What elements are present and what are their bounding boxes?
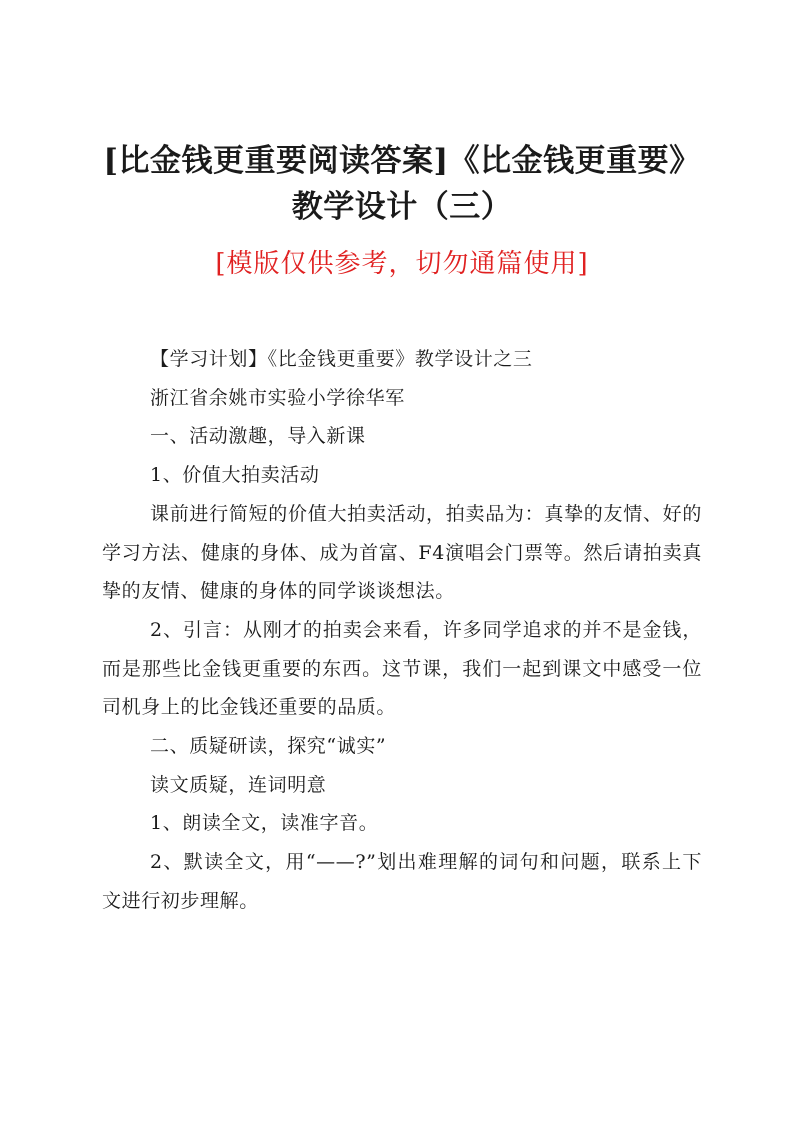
section-heading: 一、活动激趣，导入新课 [150, 425, 366, 448]
paragraph: 1、朗读全文，读准字音。 [150, 812, 379, 835]
paragraph: 读文质疑，连词明意 [150, 773, 327, 796]
document-title: [比金钱更重要阅读答案]《比金钱更重要》教学设计（三） [103, 143, 701, 225]
paragraph: 2、默读全文，用“——?”划出难理解的词句和问题，联系上下文进行初步理解。 [102, 851, 702, 912]
document-body [102, 340, 702, 921]
template-notice: [模版仅供参考，切勿通篇使用] [215, 249, 589, 279]
paragraph: 浙江省余姚市实验小学徐华军 [150, 386, 405, 409]
paragraph: 课前进行简短的价值大拍卖活动，拍卖品为：真挚的友情、好的学习方法、健康的身体、成为首富、F4演唱会门票等。然后请拍卖真挚的友情、健康的身体的同学谈谈想法。 [102, 502, 702, 603]
paragraph: 1、价值大拍卖活动 [150, 464, 320, 487]
paragraph: 2、引言：从刚才的拍卖会来看，许多同学追求的并不是金钱，而是那些比金钱更重要的东西。这节课，我们一起到课文中感受一位司机身上的比金钱还重要的品质。 [102, 618, 702, 719]
paragraph: 【学习计划】《比金钱更重要》教学设计之三 [150, 348, 533, 370]
section-heading: 二、质疑研读，探究“诚实” [150, 735, 387, 758]
